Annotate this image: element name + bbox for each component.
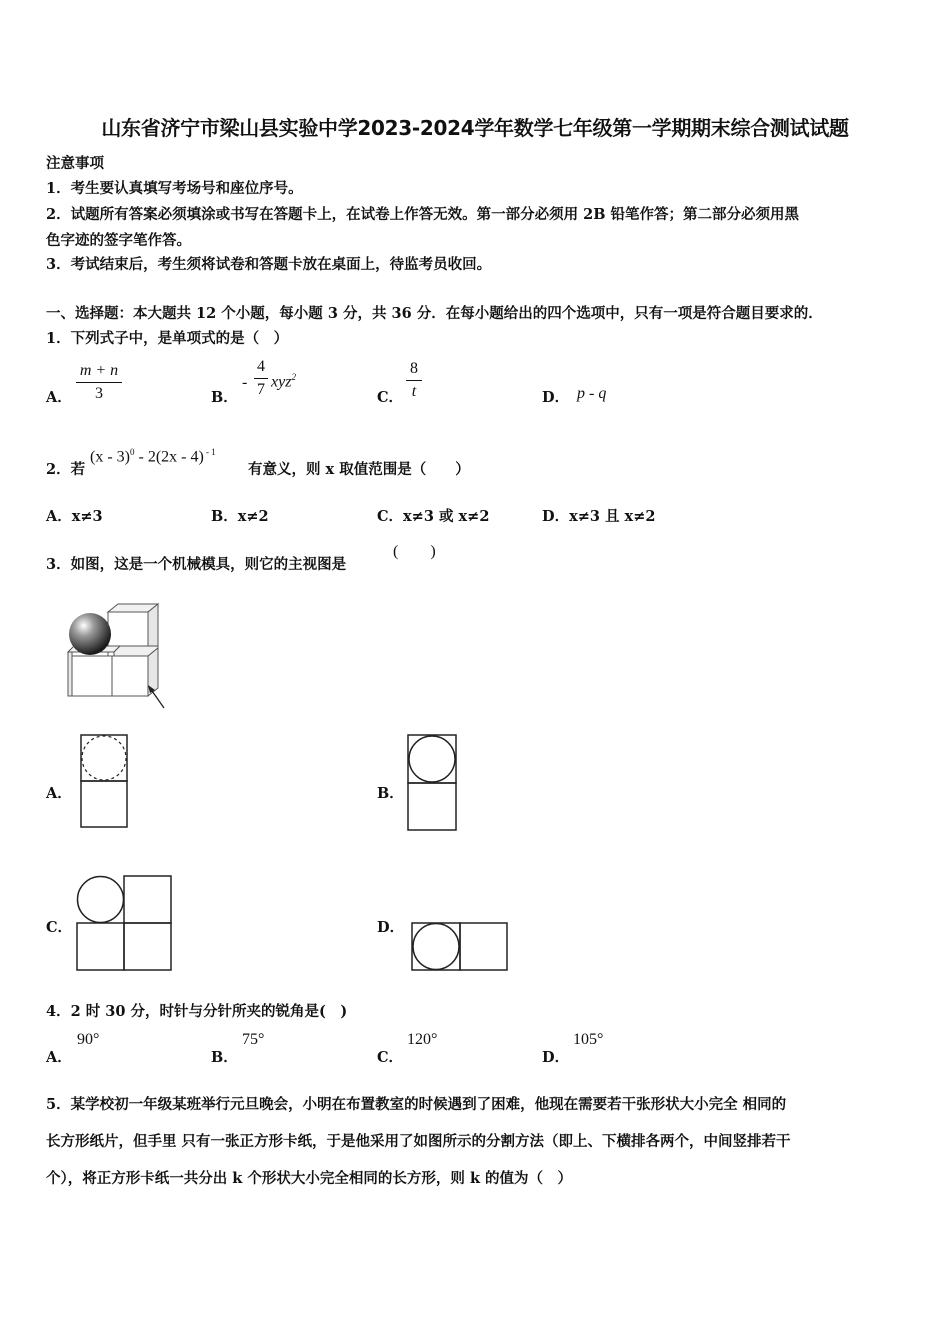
q4-option-d-value: 105° bbox=[573, 1031, 604, 1048]
question-3-paren: ( ) bbox=[393, 543, 436, 560]
q2-option-a: A．x≠3 bbox=[46, 508, 103, 525]
q3-option-d-figure bbox=[411, 922, 509, 972]
exponent-zero: 0 bbox=[129, 447, 135, 457]
notice-item: 1．考生要认真填写考场号和座位序号。 bbox=[46, 180, 303, 197]
q3-option-c-label: C． bbox=[46, 919, 73, 936]
numerator: 8 bbox=[410, 360, 418, 377]
q1-option-d-label: D． bbox=[542, 389, 570, 406]
q1-option-b-label: B． bbox=[211, 389, 238, 406]
q3-option-a-label: A． bbox=[46, 785, 72, 802]
dashed-circle bbox=[82, 736, 126, 780]
question-2-prefix: 2．若 bbox=[46, 461, 86, 478]
q1-option-b-fraction bbox=[254, 358, 268, 399]
denominator: 7 bbox=[257, 381, 265, 398]
notice-item: 2．试题所有答案必须填涂或书写在答题卡上，在试卷上作答无效。第一部分必须用 2B 铅笔作答；第二部分必须用黑 bbox=[46, 206, 800, 223]
question-5-line: 长方形纸片，但手里 只有一张正方形卡纸，于是他采用了如图所示的分割方法（即上、下横排各两个，中间竖排若干 bbox=[46, 1133, 791, 1150]
notice-heading: 注意事项 bbox=[46, 155, 104, 172]
variables: xyz bbox=[271, 373, 292, 391]
question-1-stem: 1．下列式子中，是单项式的是（ ） bbox=[46, 330, 289, 347]
question-4-stem: 4．2 时 30 分，时针与分针所夹的锐角是( ) bbox=[46, 1003, 348, 1020]
expr-part: - 2(2x - 4) bbox=[134, 448, 204, 466]
q2-option-c: C．x≠3 或 x≠2 bbox=[377, 508, 490, 525]
fraction-bar bbox=[76, 382, 122, 383]
q3-option-a-figure bbox=[80, 734, 128, 830]
numerator: 4 bbox=[257, 358, 265, 375]
q4-option-a-label: A． bbox=[46, 1049, 72, 1066]
fraction-bar bbox=[254, 378, 268, 379]
question-2-suffix: 有意义，则 x 取值范围是（ ） bbox=[248, 461, 470, 478]
q1-option-b-variables bbox=[271, 372, 296, 391]
question-5-line: 个），将正方形卡纸一共分出 k 个形状大小完全相同的长方形，则 k 的值为（ ） bbox=[46, 1170, 573, 1187]
q4-option-c-value: 120° bbox=[407, 1031, 438, 1048]
ball bbox=[69, 613, 111, 655]
question-5-line: 5．某学校初一年级某班举行元旦晚会，小明在布置教室的时候遇到了困难，他现在需要若干张形状大小完全 相同的 bbox=[46, 1096, 787, 1113]
exponent-neg-one: - 1 bbox=[203, 447, 216, 457]
solid-circle bbox=[413, 924, 459, 970]
q4-option-b-value: 75° bbox=[242, 1031, 265, 1048]
q1-option-b-sign: - bbox=[242, 374, 248, 391]
q3-option-b-label: B． bbox=[377, 785, 404, 802]
q4-option-d-label: D． bbox=[542, 1049, 570, 1066]
solid-circle bbox=[409, 736, 455, 782]
q2-option-b: B．x≠2 bbox=[211, 508, 269, 525]
q4-option-b-label: B． bbox=[211, 1049, 238, 1066]
section-heading: 一、选择题：本大题共 12 个小题，每小题 3 分，共 36 分．在每小题给出的四个选项中，只有一项是符合题目要求的． bbox=[46, 305, 823, 322]
q3-option-d-label: D． bbox=[377, 919, 405, 936]
mold-figure bbox=[60, 600, 170, 710]
question-3-stem: 3．如图，这是一个机械模具，则它的主视图是 bbox=[46, 556, 347, 573]
numerator: m + n bbox=[79, 362, 119, 379]
q4-option-a-value: 90° bbox=[77, 1031, 100, 1048]
q1-option-a-fraction bbox=[76, 362, 122, 403]
q2-option-d: D．x≠3 且 x≠2 bbox=[542, 508, 656, 525]
solid-circle bbox=[78, 877, 124, 923]
expr-part: (x - 3) bbox=[90, 448, 130, 466]
denominator: 3 bbox=[95, 385, 103, 402]
q3-option-b-figure bbox=[407, 734, 457, 832]
q3-option-c-figure bbox=[76, 875, 172, 973]
fraction-bar bbox=[406, 380, 422, 381]
exponent: 2 bbox=[291, 372, 296, 382]
q1-option-d-expression: p - q bbox=[577, 385, 607, 402]
q1-option-c-fraction bbox=[406, 360, 422, 401]
question-2-expression bbox=[90, 447, 216, 466]
exam-title: 山东省济宁市梁山县实验中学2023-2024学年数学七年级第一学期期末综合测试试题 bbox=[101, 116, 849, 140]
q4-option-c-label: C． bbox=[377, 1049, 404, 1066]
notice-item: 3．考试结束后，考生须将试卷和答题卡放在桌面上，待监考员收回。 bbox=[46, 256, 492, 273]
denominator: t bbox=[411, 383, 417, 400]
q1-option-c-label: C． bbox=[377, 389, 404, 406]
notice-item: 色字迹的签字笔作答。 bbox=[46, 232, 191, 249]
q1-option-a-label: A． bbox=[46, 389, 72, 406]
